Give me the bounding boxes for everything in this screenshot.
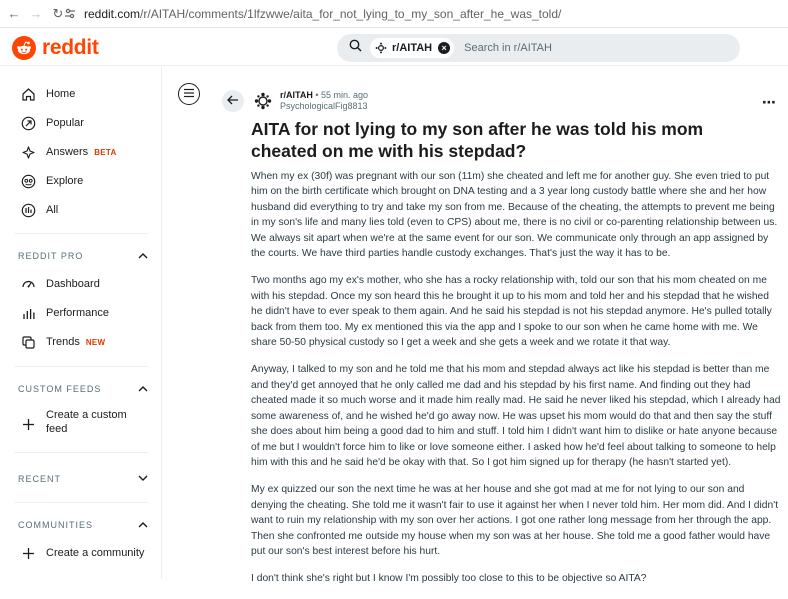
sidebar-item-label: Trends (46, 336, 80, 348)
sidebar-item-label: Performance (46, 307, 109, 319)
search-scope-chip[interactable] (370, 38, 454, 58)
sidebar-item-label: Explore (46, 175, 84, 187)
subreddit-icon (374, 41, 388, 55)
arrow-left-icon (227, 92, 239, 110)
reddit-snoo-icon (12, 36, 36, 60)
performance-icon (20, 305, 36, 321)
hamburger-icon (183, 85, 195, 103)
dashboard-icon (20, 276, 36, 292)
section-heading: REDDIT PRO (18, 251, 84, 261)
sidebar-item-home[interactable] (0, 81, 162, 107)
search-icon (349, 39, 362, 57)
logo-wordmark: reddit (42, 36, 99, 59)
post-paragraph: When my ex (30f) was pregnant with our son (11m) she cheated and left me for another guy. She even tried to put him on the birth certificate which brought on DNA testing and a 3 year long custody battle where she and her how husband did everything to try and take my son from me. Because of the cheating, the attempts to prevent me being in my son's life and many lies told (even to CPS) about me, there is no civil or co-parenting relationship between us. We always sit apart when we're at the same event for our son. We communicate only through an app assigned by the courts. We have third parties handle custody exchanges. That's just the way it has to be. (251, 171, 778, 260)
url-path: /r/AITAH/comments/1lfzwwe/aita_for_not_lying_to_my_son_after_he_was_told/ (140, 7, 562, 21)
subreddit-link[interactable]: r/AITAH (280, 90, 313, 100)
answers-icon (20, 144, 36, 160)
sidebar-divider (14, 366, 148, 367)
site-info-icon[interactable] (64, 7, 78, 22)
section-heading: COMMUNITIES (18, 520, 93, 530)
sidebar-divider (14, 452, 148, 453)
trends-icon (20, 334, 36, 350)
sidebar-divider (14, 502, 148, 503)
chevron-up-icon[interactable] (138, 520, 148, 530)
post-body (251, 169, 781, 599)
reddit-logo[interactable] (12, 36, 99, 60)
post-paragraph: Two months ago my ex's mother, who she has a rocky relationship with, told our son that his mom cheated on me with his stepdad. Once my son heard this he brought it up to his mom and told her and his stepdad that he wished he didn't have to ever speak to them again. And he said his stepdad is not his stepdad anymore. He's pulled totally back from them too. My ex mentioned this via the app and I spoke to our son when he came home with me. We share 50-50 physical custody so I get a week and she gets a week and we rotate it that way. (251, 275, 772, 349)
post-title: AITA for not lying to my son after he was told his mom cheated on me with his stepdad? (251, 119, 704, 161)
section-heading: CUSTOM FEEDS (18, 384, 102, 394)
sidebar-item-label: Home (46, 88, 76, 100)
section-communities[interactable] (0, 515, 162, 535)
sidebar-item-label: Popular (46, 117, 84, 129)
forward-arrow-icon[interactable]: → (29, 6, 43, 21)
sidebar-item-answers[interactable] (0, 139, 162, 165)
all-icon (20, 202, 36, 218)
post-meta (254, 90, 368, 112)
more-options-icon[interactable]: ⋯ (762, 94, 777, 110)
post-paragraph: I don't think she's right but I know I'm possibly too close to this to be objective so AITA? (251, 573, 647, 585)
post-author[interactable]: PsychologicalFig8813 (280, 101, 368, 111)
sidebar-item-label: Answers (46, 146, 89, 158)
section-reddit-pro[interactable] (0, 246, 162, 266)
url-host: reddit.com (84, 7, 141, 21)
section-custom-feeds[interactable] (0, 379, 162, 399)
sidebar-item-label: Dashboard (46, 278, 100, 290)
sidebar-item-explore[interactable] (0, 168, 162, 194)
close-icon[interactable]: × (438, 42, 450, 54)
create-community-label: Create a community (46, 547, 145, 559)
reload-icon[interactable]: ↻ (52, 5, 64, 21)
explore-icon (20, 173, 36, 189)
sidebar-divider (14, 233, 148, 234)
post-timestamp: • 55 min. ago (315, 90, 369, 100)
new-badge: NEW (85, 337, 106, 347)
chevron-up-icon[interactable] (138, 384, 148, 394)
left-sidebar (0, 67, 162, 579)
site-header (0, 28, 788, 66)
post-paragraph: My ex quizzed our son the next time he was at her house and she got mad at me for not lying to our son and denying the cheating. She told me it wasn't fair to use it against her when I never told him. Her mom did. And I didn't want to ruin my relationship with my son over her actions. I got one rather long message from her through the app. Then she confronted me outside my house when my son was at her house. She told me a good father would have put our son's best interest before his hurt. (251, 484, 779, 557)
section-heading: RECENT (18, 474, 62, 484)
create-custom-feed-button[interactable] (0, 408, 162, 440)
plus-icon (20, 416, 36, 432)
plus-icon (20, 545, 36, 561)
sidebar-item-dashboard[interactable] (0, 271, 162, 297)
section-recent[interactable] (0, 469, 162, 489)
popular-icon (20, 115, 36, 131)
sidebar-item-trends[interactable] (0, 329, 162, 355)
back-arrow-icon[interactable]: ← (7, 6, 21, 21)
beta-badge: BETA (94, 147, 117, 157)
search-input[interactable]: Search in r/AITAH (464, 42, 552, 54)
back-button[interactable] (222, 90, 244, 112)
sidebar-item-all[interactable] (0, 197, 162, 223)
search-chip-label: r/AITAH (392, 42, 433, 54)
post-paragraph: Anyway, I talked to my son and he told me that his mom and stepdad always act like his stepdad is better than me and they'd get annoyed that he only called me dad and his stepdad by his first name. And finding out they had cheated made it so much worse and it made him really mad. He said he never liked his stepdad, which I already had some awareness of, and he wished he'd go away now. He was upset his mom would do that and then say the stuff she does about him being a good dad to him and stuff. I told him I didn't want him to dislike or hate anyone because of me but I wouldn't force him to like or love someone either. I asked how he'd feel about talking to someone to help him with this and he said he'd be okay with that. So I got him signed up for therapy (he hasn't started yet). (251, 364, 781, 468)
chevron-down-icon[interactable] (138, 474, 148, 484)
address-bar[interactable] (64, 3, 784, 25)
sidebar-item-label: All (46, 204, 59, 216)
sidebar-item-performance[interactable] (0, 300, 162, 326)
search-bar[interactable] (337, 34, 740, 62)
sidebar-item-popular[interactable] (0, 110, 162, 136)
subreddit-avatar-icon[interactable] (254, 92, 272, 110)
browser-toolbar (0, 0, 788, 28)
chevron-up-icon[interactable] (138, 251, 148, 261)
create-custom-feed-label: Create a custom feed (46, 409, 127, 435)
create-community-button[interactable] (0, 540, 162, 566)
home-icon (20, 86, 36, 102)
collapse-sidebar-button[interactable] (178, 83, 200, 105)
